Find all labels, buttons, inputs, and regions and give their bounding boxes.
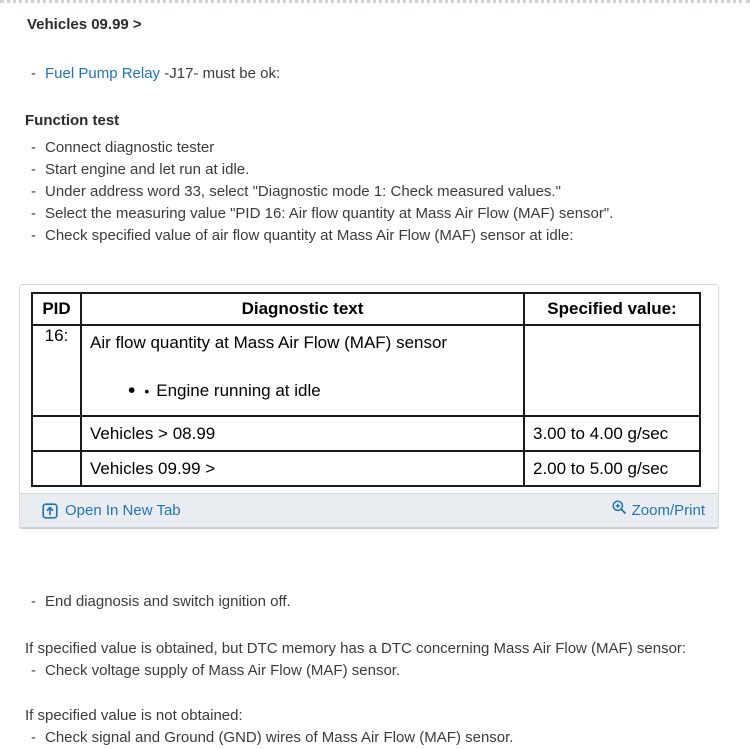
open-in-new-tab-icon bbox=[42, 503, 58, 519]
diagnostic-cell: Vehicles 09.99 > bbox=[81, 451, 524, 486]
specified-value-cell: 2.00 to 5.00 g/sec bbox=[524, 451, 700, 486]
diagnostic-cell: Vehicles > 08.99 bbox=[81, 416, 524, 451]
specified-value-cell bbox=[524, 325, 700, 416]
end-diagnosis-step bbox=[0, 591, 750, 613]
step-text: Start engine and let run at idle. bbox=[45, 161, 250, 178]
bullet-icon: • bbox=[128, 379, 136, 402]
step-item bbox=[0, 137, 750, 159]
step-text: Check specified value of air flow quantity at Mass Air Flow (MAF) sensor at idle: bbox=[45, 227, 574, 244]
dash-marker: - bbox=[31, 662, 36, 679]
spec-table bbox=[31, 292, 701, 487]
bullet-icon: • bbox=[144, 383, 150, 399]
spec-table-area bbox=[20, 285, 718, 493]
spec-table-widget bbox=[19, 284, 719, 529]
step-text: Under address word 33, select "Diagnostic mode 1: Check measured values." bbox=[45, 183, 561, 200]
dash-marker: - bbox=[31, 139, 36, 156]
header-pid: PID bbox=[32, 293, 81, 325]
step-item bbox=[0, 225, 750, 247]
function-test-title: Function test bbox=[25, 112, 120, 129]
diagnostic-text: Air flow quantity at Mass Air Flow (MAF) sensor bbox=[90, 333, 448, 352]
relay-precondition-line bbox=[0, 63, 750, 85]
fuel-pump-relay-link[interactable]: Fuel Pump Relay bbox=[45, 65, 161, 82]
not-obtained-step-text: Check signal and Ground (GND) wires of Mass Air Flow (MAF) sensor. bbox=[45, 729, 514, 746]
step-text: Connect diagnostic tester bbox=[45, 139, 215, 156]
table-widget-footer bbox=[20, 493, 718, 527]
page-title: Vehicles 09.99 > bbox=[27, 16, 142, 33]
table-row bbox=[32, 451, 700, 486]
table-row bbox=[32, 416, 700, 451]
dash-marker: - bbox=[31, 161, 36, 178]
header-diagnostic-text: Diagnostic text bbox=[81, 293, 524, 325]
relay-precondition-text bbox=[45, 63, 280, 85]
condition-line bbox=[128, 381, 515, 401]
dash-marker: - bbox=[31, 593, 36, 610]
obtained-step bbox=[0, 660, 750, 682]
not-obtained-step bbox=[0, 727, 750, 749]
pid-cell: 16: bbox=[32, 325, 81, 416]
magnifier-plus-icon bbox=[611, 499, 628, 516]
not-obtained-intro: If specified value is not obtained: bbox=[25, 707, 243, 724]
specified-value-cell: 3.00 to 4.00 g/sec bbox=[524, 416, 700, 451]
step-item bbox=[0, 203, 750, 225]
diagnostic-cell bbox=[81, 325, 524, 416]
step-text: Select the measuring value "PID 16: Air flow quantity at Mass Air Flow (MAF) sensor". bbox=[45, 205, 614, 222]
obtained-intro: If specified value is obtained, but DTC memory has a DTC concerning Mass Air Flow (MAF) sensor: bbox=[25, 640, 687, 657]
dash-marker: - bbox=[31, 729, 36, 746]
obtained-step-text: Check voltage supply of Mass Air Flow (MAF) sensor. bbox=[45, 662, 401, 679]
pid-cell bbox=[32, 451, 81, 486]
condition-text: Engine running at idle bbox=[156, 381, 321, 400]
dash-marker: - bbox=[31, 65, 36, 82]
zoom-print-label: Zoom/Print bbox=[631, 501, 705, 519]
table-header-row bbox=[32, 293, 700, 325]
table-row-main bbox=[32, 325, 700, 416]
end-diagnosis-text: End diagnosis and switch ignition off. bbox=[45, 593, 291, 610]
step-item bbox=[0, 181, 750, 203]
function-test-steps bbox=[0, 137, 750, 247]
open-in-new-tab-label: Open In New Tab bbox=[65, 501, 181, 519]
zoom-print-link[interactable] bbox=[611, 500, 705, 522]
dash-marker: - bbox=[31, 183, 36, 200]
step-item bbox=[0, 159, 750, 181]
open-in-new-tab-link[interactable] bbox=[42, 500, 181, 522]
dash-marker: - bbox=[31, 205, 36, 222]
relay-precondition-rest: -J17- must be ok: bbox=[160, 65, 281, 82]
pid-cell bbox=[32, 416, 81, 451]
dash-marker: - bbox=[31, 227, 36, 244]
header-specified-value: Specified value: bbox=[524, 293, 700, 325]
